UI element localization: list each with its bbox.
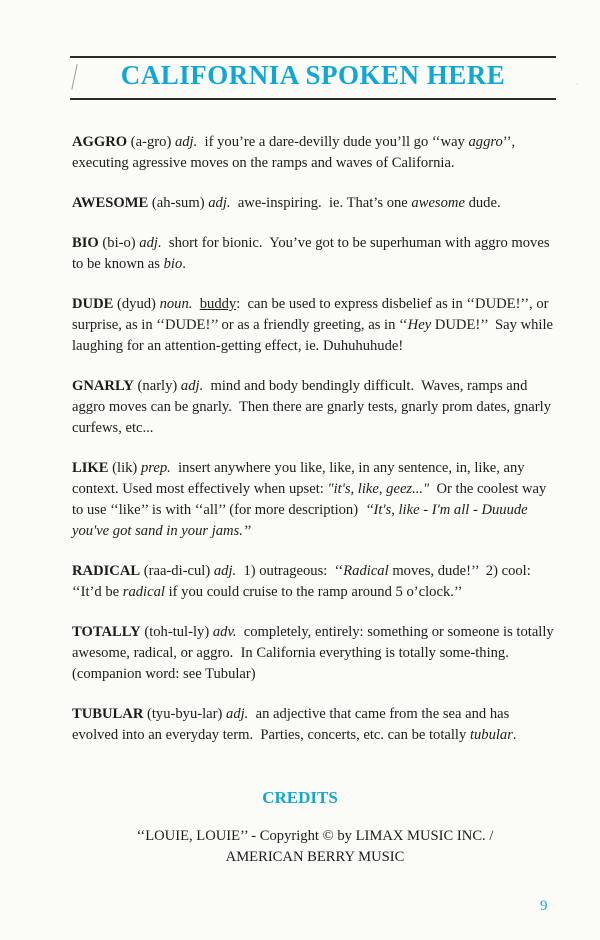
glossary-entry <box>72 132 558 174</box>
entry-pronunciation: (bi-o) <box>98 235 140 251</box>
entry-definition-text: short for bionic. You’ve got to be superhuman with aggro moves to be known as <box>72 235 554 272</box>
glossary-entry <box>72 704 558 746</box>
entry-term: LIKE <box>72 460 109 476</box>
glossary-entry <box>72 193 558 214</box>
entry-term: TOTALLY <box>72 624 141 640</box>
entry-term: RADICAL <box>72 563 141 579</box>
entry-part-of-speech: adj. <box>139 235 162 251</box>
glossary-entry <box>72 622 558 685</box>
page-title: CALIFORNIA SPOKEN HERE <box>120 60 506 90</box>
entry-definition-text: radical <box>122 584 165 600</box>
entry-part-of-speech: adj. <box>174 134 198 150</box>
entry-part-of-speech: noun. <box>159 296 193 312</box>
entry-definition-text: ‘‘It's, like - I'm all - Duuude you've got sand in your jams.’’ <box>72 502 532 539</box>
entry-term: BIO <box>72 235 99 251</box>
entry-definition-text: : can be used to express disbelief as in ‘‘DUDE!’’, or surprise, as in ‘‘DUDE!’’ or as a friendly greeting, as in ‘‘ <box>72 296 553 333</box>
entry-definition-text: if you’re a dare-devilly dude you’ll go ‘‘way <box>197 134 469 150</box>
entry-definition-text: ’’, executing agressive moves on the ramps and waves of California. <box>72 134 519 171</box>
entry-definition-text: DUDE!’’ Say while laughing for an attention-getting effect, ie. Duhuhuhude! <box>72 317 557 354</box>
entry-definition-text: . <box>512 727 517 743</box>
entry-part-of-speech: adj. <box>208 195 231 211</box>
entry-part-of-speech: prep. <box>140 460 171 476</box>
credits-line-2: AMERICAN BERRY MUSIC <box>225 849 405 865</box>
entry-pronunciation: (raa-di-cul) <box>140 563 214 579</box>
page-number: 9 <box>540 898 548 914</box>
entry-part-of-speech: adj. <box>180 378 204 394</box>
entry-term: TUBULAR <box>72 706 144 722</box>
entry-definition-text: awesome <box>411 195 465 211</box>
entry-part-of-speech: adj. <box>226 706 249 722</box>
credits-line-1: ‘‘LOUIE, LOUIE’’ - Copyright © by LIMAX MUSIC INC. / <box>136 828 494 844</box>
entry-definition-text: awe-inspiring. ie. That’s one <box>230 195 412 211</box>
entry-pronunciation: (toh-tul-ly) <box>140 624 213 640</box>
entry-definition-text: moves, dude!’’ 2) cool: ‘‘It’d be <box>72 563 539 600</box>
entry-definition-text: bio <box>163 256 183 272</box>
entry-definition-text: . <box>182 256 186 272</box>
entry-definition-text: Or the coolest way to use ‘‘like’’ is with ‘‘all’’ (for more description) <box>72 481 550 518</box>
entry-definition-text: "it's, like, geez..." <box>327 481 430 497</box>
entry-term: AWESOME <box>72 195 149 211</box>
entry-definition-text: completely, entirely: something or someone is totally awesome, radical, or aggro. In California everything is totally some-thing. (companion word: see Tubular) <box>72 624 558 682</box>
credits-title: CREDITS <box>262 788 338 807</box>
paper-speck: · <box>576 80 579 89</box>
glossary-entry <box>72 376 558 439</box>
entry-pronunciation: (lik) <box>108 460 141 476</box>
entry-pronunciation: (dyud) <box>113 296 160 312</box>
glossary-entry <box>72 561 558 603</box>
entry-definition-text: Radical <box>343 563 389 579</box>
entry-definition-text: mind and body bendingly difficult. Waves, ramps and aggro moves can be gnarly. Then there are gnarly tests, gnarly prom dates, gnarly curfews, etc... <box>72 378 555 436</box>
entry-pronunciation: (ah-sum) <box>148 195 209 211</box>
entry-pronunciation: (narly) <box>133 378 181 394</box>
entry-part-of-speech: adv. <box>212 624 237 640</box>
entry-definition-text <box>192 296 199 312</box>
entry-definition-text: if you could cruise to the ramp around 5 o’clock.’’ <box>164 584 463 600</box>
entry-definition-text: an adjective that came from the sea and has evolved into an everyday term. Parties, concerts, etc. can be totally <box>72 706 513 743</box>
entry-definition-text: 1) outrageous: ‘‘ <box>236 563 344 579</box>
entry-term: GNARLY <box>72 378 134 394</box>
title-band <box>70 56 556 100</box>
glossary-list <box>72 132 558 765</box>
glossary-entry <box>72 458 558 542</box>
glossary-entry <box>72 294 558 357</box>
entry-definition-text: insert anywhere you like, like, in any sentence, in, like, any context. Used most effectively when upset: <box>72 460 529 497</box>
entry-definition-text: tubular <box>469 727 513 743</box>
glossary-entry <box>72 233 558 275</box>
entry-definition-text: Hey <box>407 317 432 333</box>
entry-pronunciation: (a-gro) <box>127 134 175 150</box>
entry-definition-text: buddy <box>199 296 237 312</box>
entry-definition-text: aggro <box>468 134 503 150</box>
credits-text <box>100 826 530 868</box>
entry-term: DUDE <box>72 296 114 312</box>
entry-definition-text: dude. <box>464 195 501 211</box>
entry-part-of-speech: adj. <box>213 563 237 579</box>
entry-pronunciation: (tyu-byu-lar) <box>143 706 227 722</box>
entry-term: AGGRO <box>72 134 128 150</box>
